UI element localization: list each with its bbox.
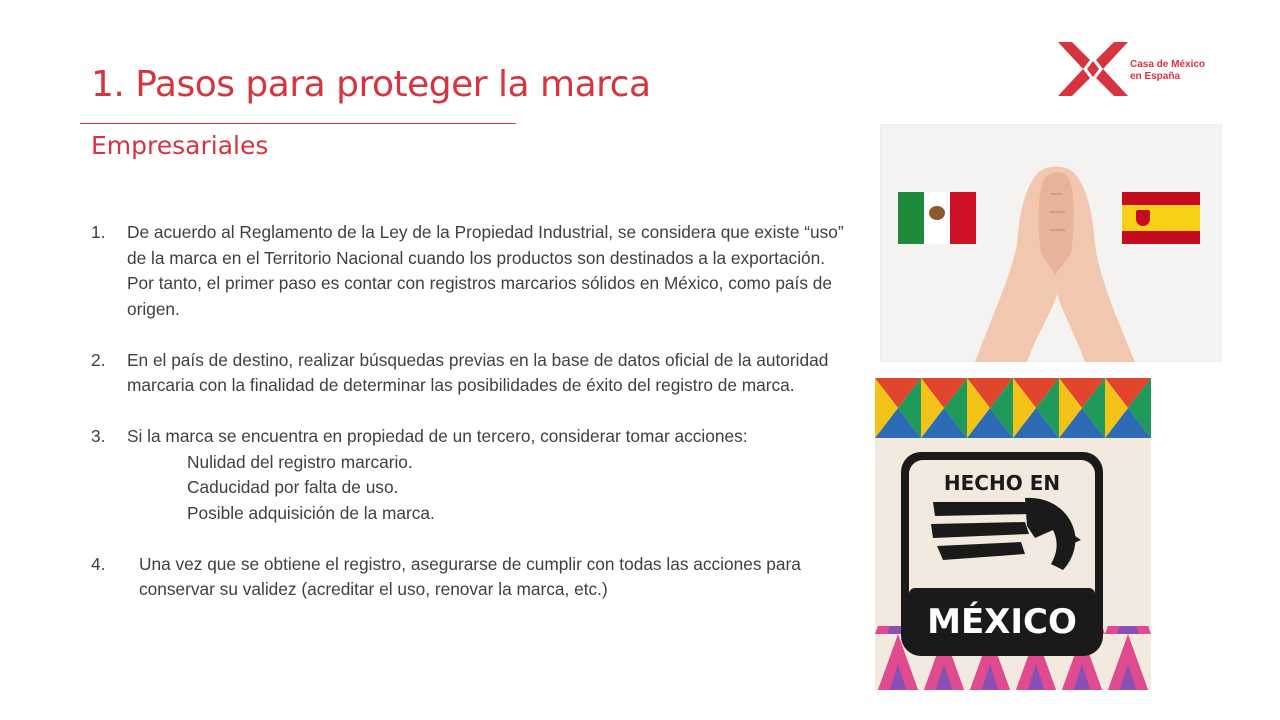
step-item [91,348,856,399]
subitem-adquisicion: Posible adquisición de la marca. [187,502,435,523]
step-number: 4. [91,553,106,574]
hands-flags-image [880,124,1222,362]
step-number: 1. [91,222,106,242]
logo-mark-icon [1058,38,1128,100]
badge-bottom-text: MÉXICO [927,602,1077,642]
step-item [91,552,856,603]
step-item [91,220,856,322]
slide-title: 1. Pasos para proteger la marca [91,64,651,105]
step-text: De acuerdo al Reglamento de la Ley de la Propiedad Industrial, se considera que existe “uso” de la marca en el Territorio Nacional cuando los productos son destinados a la exportación. Por tanto, el primer paso es contar con registros marcarios sólidos en México, como país de origen. [127,222,844,319]
step-item [91,424,856,526]
hecho-en-mexico-image [875,378,1151,690]
hecho-en-mexico-badge-icon [875,378,1151,690]
step-text: Una vez que se obtiene el registro, asegurarse de cumplir con todas las acciones para conservar su validez (acreditar el uso, renovar la marca, etc.) [139,553,801,599]
logo-line-1: Casa de México [1130,59,1206,70]
casa-de-mexico-logo [1058,38,1218,100]
step-number: 2. [91,349,106,370]
logo-line-2: en España [1130,71,1181,82]
step-text: Si la marca se encuentra en propiedad de un tercero, considerar tomar acciones: [127,426,748,446]
subitem-nulidad: Nulidad del registro marcario. [187,451,413,472]
step-number: 3. [91,426,106,446]
step-text: En el país de destino, realizar búsquedas previas en la base de datos oficial de la autoridad marcaria con la finalidad de determinar las posibilidades de éxito del registro de marca. [127,349,829,395]
badge-top-text: HECHO EN [943,471,1061,495]
steps-list [91,220,856,628]
title-divider [80,123,516,124]
subitem-caducidad: Caducidad por falta de uso. [187,477,399,497]
clasped-hands-icon [975,164,1135,362]
mexico-flag-icon [898,192,976,244]
step-subitems [127,450,856,527]
slide-subtitle: Empresariales [91,131,269,160]
